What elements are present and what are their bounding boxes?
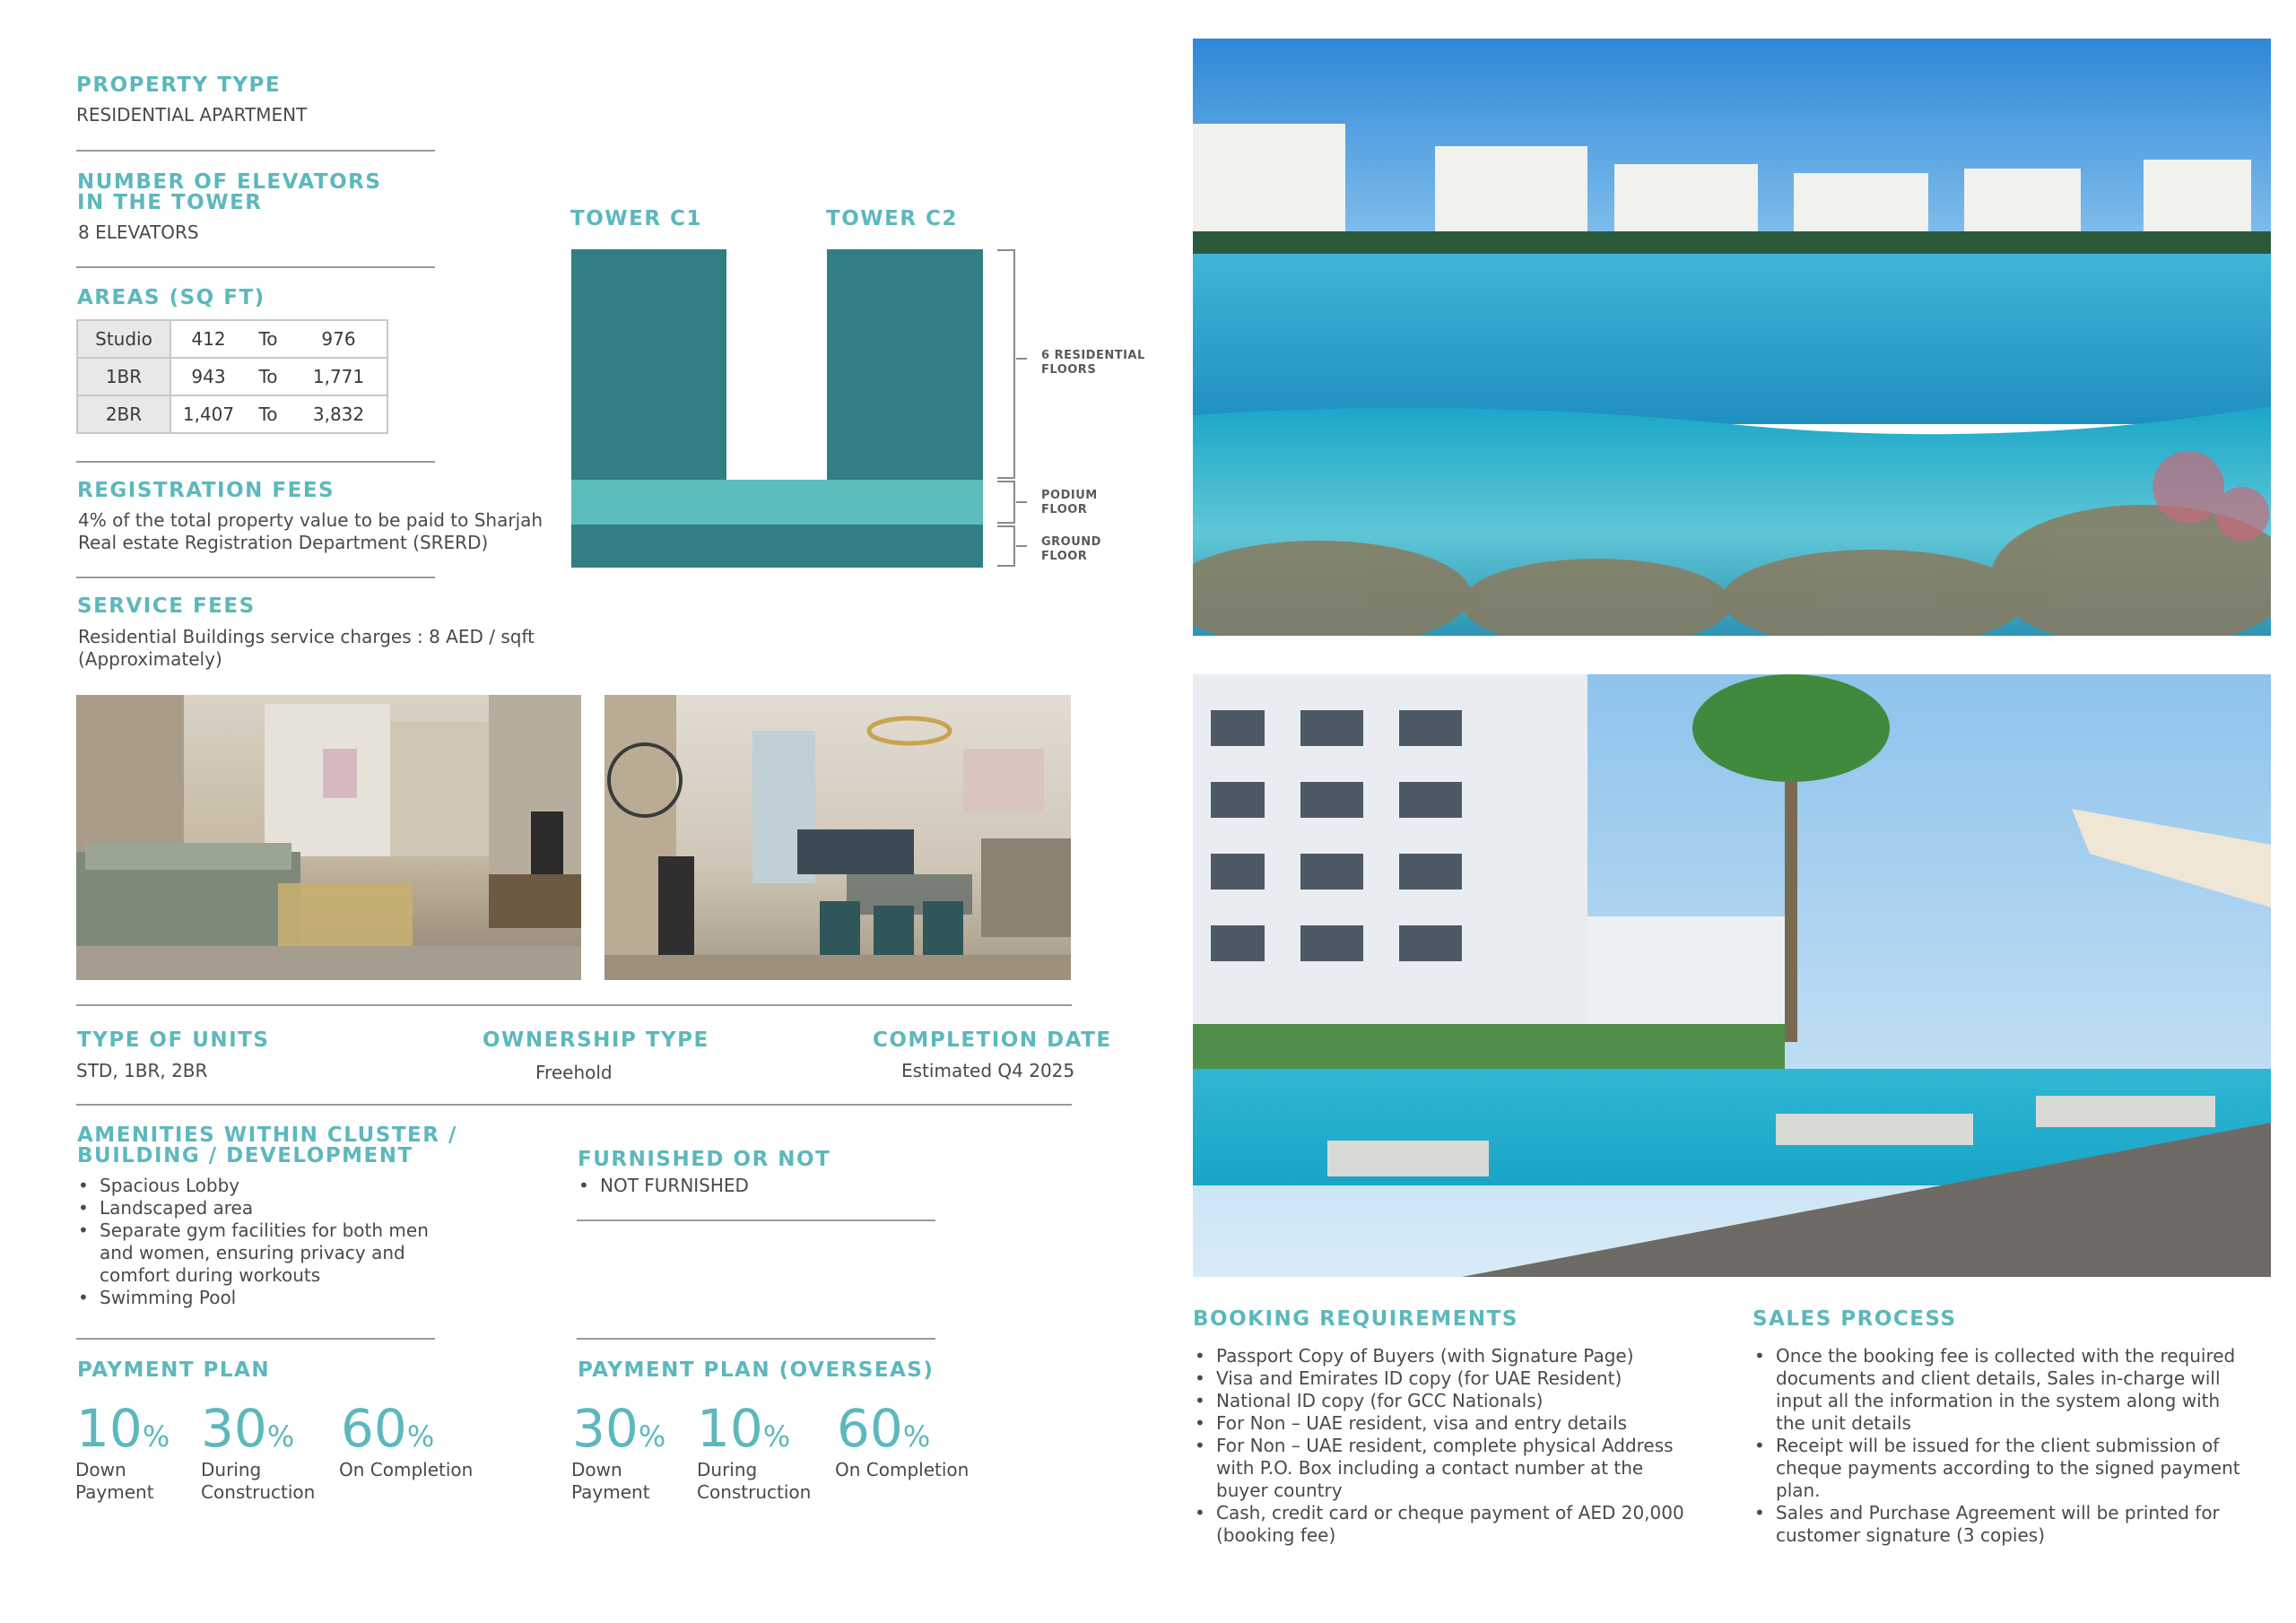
type-of-units-value: STD, 1BR, 2BR bbox=[76, 1060, 208, 1081]
booking-text: • National ID copy (for GCC Nationals) bbox=[1216, 1390, 1544, 1411]
completion-value: Estimated Q4 2025 bbox=[901, 1060, 1075, 1081]
step-label-line2: Payment bbox=[571, 1481, 650, 1503]
service-fees-heading: SERVICE FEES bbox=[77, 595, 256, 618]
list-item bbox=[1193, 1390, 1695, 1412]
completion-heading: COMPLETION DATE bbox=[873, 1028, 1112, 1052]
amenities-heading-line1: AMENITIES WITHIN CLUSTER / bbox=[77, 1124, 457, 1147]
living-room-photo bbox=[76, 695, 581, 980]
area-type: 2BR bbox=[77, 395, 170, 433]
area-to: 1,771 bbox=[291, 358, 387, 395]
ground-floor-line1: GROUND bbox=[1041, 535, 1101, 549]
ground-floor-line2: FLOOR bbox=[1041, 550, 1088, 563]
sales-text: customer signature (3 copies) bbox=[1776, 1524, 2045, 1546]
elevators-heading-line1: NUMBER OF ELEVATORS bbox=[77, 170, 382, 194]
amenity-text: comfort during workouts bbox=[100, 1264, 321, 1286]
list-item bbox=[1752, 1345, 2255, 1435]
list-item bbox=[577, 1175, 935, 1197]
percent-symbol: % bbox=[266, 1419, 295, 1454]
sales-text: cheque payments according to the signed payment bbox=[1776, 1457, 2240, 1479]
percent-symbol: % bbox=[902, 1419, 931, 1454]
divider bbox=[76, 1004, 1072, 1006]
tower-c1-label: TOWER C1 bbox=[570, 207, 702, 230]
overseas-step2-value bbox=[697, 1398, 791, 1463]
list-item bbox=[76, 1287, 453, 1309]
booking-text: • For Non – UAE resident, complete physical Address bbox=[1216, 1435, 1674, 1456]
list-item bbox=[1752, 1435, 2255, 1502]
overseas-step1-label bbox=[571, 1459, 650, 1504]
furnished-list bbox=[577, 1175, 935, 1197]
amenity-text: Swimming Pool bbox=[100, 1287, 237, 1308]
payment-plan-step3-label bbox=[339, 1459, 473, 1481]
percent-symbol: % bbox=[406, 1419, 435, 1454]
residential-floors-line2: FLOORS bbox=[1041, 363, 1097, 377]
table-row bbox=[77, 320, 387, 358]
list-item bbox=[76, 1175, 453, 1197]
area-to-label: To bbox=[246, 320, 291, 358]
amenities-heading-line2: BUILDING / DEVELOPMENT bbox=[77, 1144, 413, 1167]
divider bbox=[76, 461, 435, 463]
percent-number: 10 bbox=[697, 1398, 763, 1459]
dining-room-photo bbox=[604, 695, 1071, 980]
overseas-step1-value bbox=[572, 1398, 666, 1463]
property-type-value: RESIDENTIAL APARTMENT bbox=[76, 104, 308, 126]
booking-text: • Visa and Emirates ID copy (for UAE Resident) bbox=[1216, 1367, 1622, 1389]
percent-number: 60 bbox=[341, 1398, 407, 1459]
ownership-heading: OWNERSHIP TYPE bbox=[483, 1028, 709, 1052]
area-to-label: To bbox=[246, 395, 291, 433]
step-label-line1: Down bbox=[75, 1459, 126, 1480]
area-type: 1BR bbox=[77, 358, 170, 395]
divider bbox=[577, 1219, 935, 1221]
sales-list bbox=[1752, 1345, 2255, 1547]
divider bbox=[76, 150, 435, 152]
step-label-line1: During bbox=[697, 1459, 758, 1480]
booking-heading: BOOKING REQUIREMENTS bbox=[1193, 1307, 1518, 1331]
percent-symbol: % bbox=[638, 1419, 666, 1454]
step-label-line2: Payment bbox=[75, 1481, 154, 1503]
sales-text: input all the information in the system along with bbox=[1776, 1390, 2221, 1411]
divider bbox=[76, 1338, 435, 1340]
booking-text: • Passport Copy of Buyers (with Signature Page) bbox=[1216, 1345, 1634, 1367]
area-from: 412 bbox=[170, 320, 246, 358]
area-from: 943 bbox=[170, 358, 246, 395]
list-item bbox=[1193, 1345, 1695, 1367]
percent-symbol: % bbox=[142, 1419, 170, 1454]
ground-floor-label bbox=[1041, 535, 1101, 564]
step-label-line2: Construction bbox=[697, 1481, 812, 1503]
payment-plan-overseas-heading: PAYMENT PLAN (OVERSEAS) bbox=[578, 1358, 935, 1382]
step-label-line2: Construction bbox=[201, 1481, 316, 1503]
payment-plan-step1-value bbox=[76, 1398, 170, 1463]
overseas-step3-label bbox=[835, 1459, 969, 1481]
sales-text: • Receipt will be issued for the client submission of bbox=[1776, 1435, 2220, 1456]
registration-fees-line1: 4% of the total property value to be paid to Sharjah bbox=[78, 509, 544, 531]
percent-symbol: % bbox=[762, 1419, 791, 1454]
divider bbox=[577, 1338, 935, 1340]
booking-text: buyer country bbox=[1216, 1480, 1343, 1501]
sales-text: plan. bbox=[1776, 1480, 1821, 1501]
payment-plan-heading: PAYMENT PLAN bbox=[77, 1358, 271, 1382]
furnished-text: NOT FURNISHED bbox=[600, 1175, 749, 1196]
booking-text: • For Non – UAE resident, visa and entry details bbox=[1216, 1412, 1628, 1434]
amenity-text: Landscaped area bbox=[100, 1197, 254, 1219]
service-fees-line2: (Approximately) bbox=[78, 648, 222, 670]
percent-number: 10 bbox=[76, 1398, 143, 1459]
elevators-heading-line2: IN THE TOWER bbox=[77, 191, 263, 214]
residential-bracket bbox=[997, 249, 1015, 479]
tower-c2-block bbox=[827, 249, 983, 480]
list-item bbox=[1193, 1435, 1695, 1502]
areas-table bbox=[76, 319, 388, 434]
list-item bbox=[1193, 1367, 1695, 1390]
payment-plan-step2-label bbox=[201, 1459, 315, 1504]
divider bbox=[76, 266, 435, 268]
sales-text: the unit details bbox=[1776, 1412, 1911, 1434]
list-item bbox=[76, 1197, 453, 1219]
lagoon-coral-photo bbox=[1193, 39, 2271, 636]
furnished-heading: FURNISHED OR NOT bbox=[578, 1148, 831, 1171]
booking-list bbox=[1193, 1345, 1695, 1547]
sales-heading: SALES PROCESS bbox=[1752, 1307, 1957, 1331]
overseas-step3-value bbox=[837, 1398, 931, 1463]
type-of-units-heading: TYPE OF UNITS bbox=[77, 1028, 270, 1052]
property-type-heading: PROPERTY TYPE bbox=[76, 74, 282, 97]
sales-text: • Sales and Purchase Agreement will be printed for bbox=[1776, 1502, 2220, 1523]
bracket-tick bbox=[1016, 545, 1027, 547]
list-item bbox=[76, 1219, 453, 1287]
step-label-line1: Down bbox=[571, 1459, 622, 1480]
podium-floor-block bbox=[571, 480, 983, 525]
divider bbox=[76, 577, 435, 578]
amenity-text: • Separate gym facilities for both men bbox=[100, 1219, 429, 1241]
sales-text: documents and client details, Sales in-charge will bbox=[1776, 1367, 2221, 1389]
list-item bbox=[1752, 1502, 2255, 1547]
podium-floor-label bbox=[1041, 489, 1098, 517]
booking-text: (booking fee) bbox=[1216, 1524, 1336, 1546]
service-fees-line1: Residential Buildings service charges : 8 AED / sqft bbox=[78, 626, 535, 647]
step-label-line1: On Completion bbox=[835, 1459, 970, 1480]
tower-c2-label: TOWER C2 bbox=[826, 207, 958, 230]
areas-heading: AREAS (SQ FT) bbox=[77, 286, 265, 309]
booking-text: • Cash, credit card or cheque payment of AED 20,000 bbox=[1216, 1502, 1684, 1523]
payment-plan-step1-label bbox=[75, 1459, 154, 1504]
overseas-step2-label bbox=[697, 1459, 811, 1504]
tower-c1-block bbox=[571, 249, 726, 480]
percent-number: 30 bbox=[201, 1398, 267, 1459]
pool-deck-photo bbox=[1193, 674, 2271, 1277]
registration-fees-line2: Real estate Registration Department (SRERD) bbox=[78, 532, 489, 553]
podium-bracket bbox=[997, 481, 1015, 524]
divider bbox=[76, 1104, 1072, 1106]
booking-text: with P.O. Box including a contact number at the bbox=[1216, 1457, 1644, 1479]
bracket-tick bbox=[1016, 358, 1027, 360]
step-label-line1: During bbox=[201, 1459, 262, 1480]
percent-number: 60 bbox=[837, 1398, 903, 1459]
elevators-value: 8 ELEVATORS bbox=[78, 221, 199, 243]
residential-floors-label bbox=[1041, 349, 1145, 378]
amenity-text: Spacious Lobby bbox=[100, 1175, 240, 1196]
bracket-tick bbox=[1016, 501, 1027, 503]
ground-bracket bbox=[997, 525, 1015, 567]
table-row bbox=[77, 395, 387, 433]
percent-number: 30 bbox=[572, 1398, 639, 1459]
registration-fees-heading: REGISTRATION FEES bbox=[77, 479, 335, 502]
area-to-label: To bbox=[246, 358, 291, 395]
area-type: Studio bbox=[77, 320, 170, 358]
list-item bbox=[1193, 1502, 1695, 1547]
podium-floor-line2: FLOOR bbox=[1041, 503, 1088, 516]
ground-floor-block bbox=[571, 525, 983, 568]
table-row bbox=[77, 358, 387, 395]
list-item bbox=[1193, 1412, 1695, 1435]
area-to: 976 bbox=[291, 320, 387, 358]
amenities-list bbox=[76, 1175, 453, 1309]
area-from: 1,407 bbox=[170, 395, 246, 433]
podium-floor-line1: PODIUM bbox=[1041, 489, 1098, 502]
sales-text: • Once the booking fee is collected with the required bbox=[1776, 1345, 2236, 1367]
amenity-text: and women, ensuring privacy and bbox=[100, 1242, 405, 1263]
ownership-value: Freehold bbox=[535, 1062, 613, 1083]
payment-plan-step3-value bbox=[341, 1398, 435, 1463]
step-label-line1: On Completion bbox=[339, 1459, 474, 1480]
area-to: 3,832 bbox=[291, 395, 387, 433]
residential-floors-line1: 6 RESIDENTIAL bbox=[1041, 349, 1145, 362]
payment-plan-step2-value bbox=[201, 1398, 295, 1463]
